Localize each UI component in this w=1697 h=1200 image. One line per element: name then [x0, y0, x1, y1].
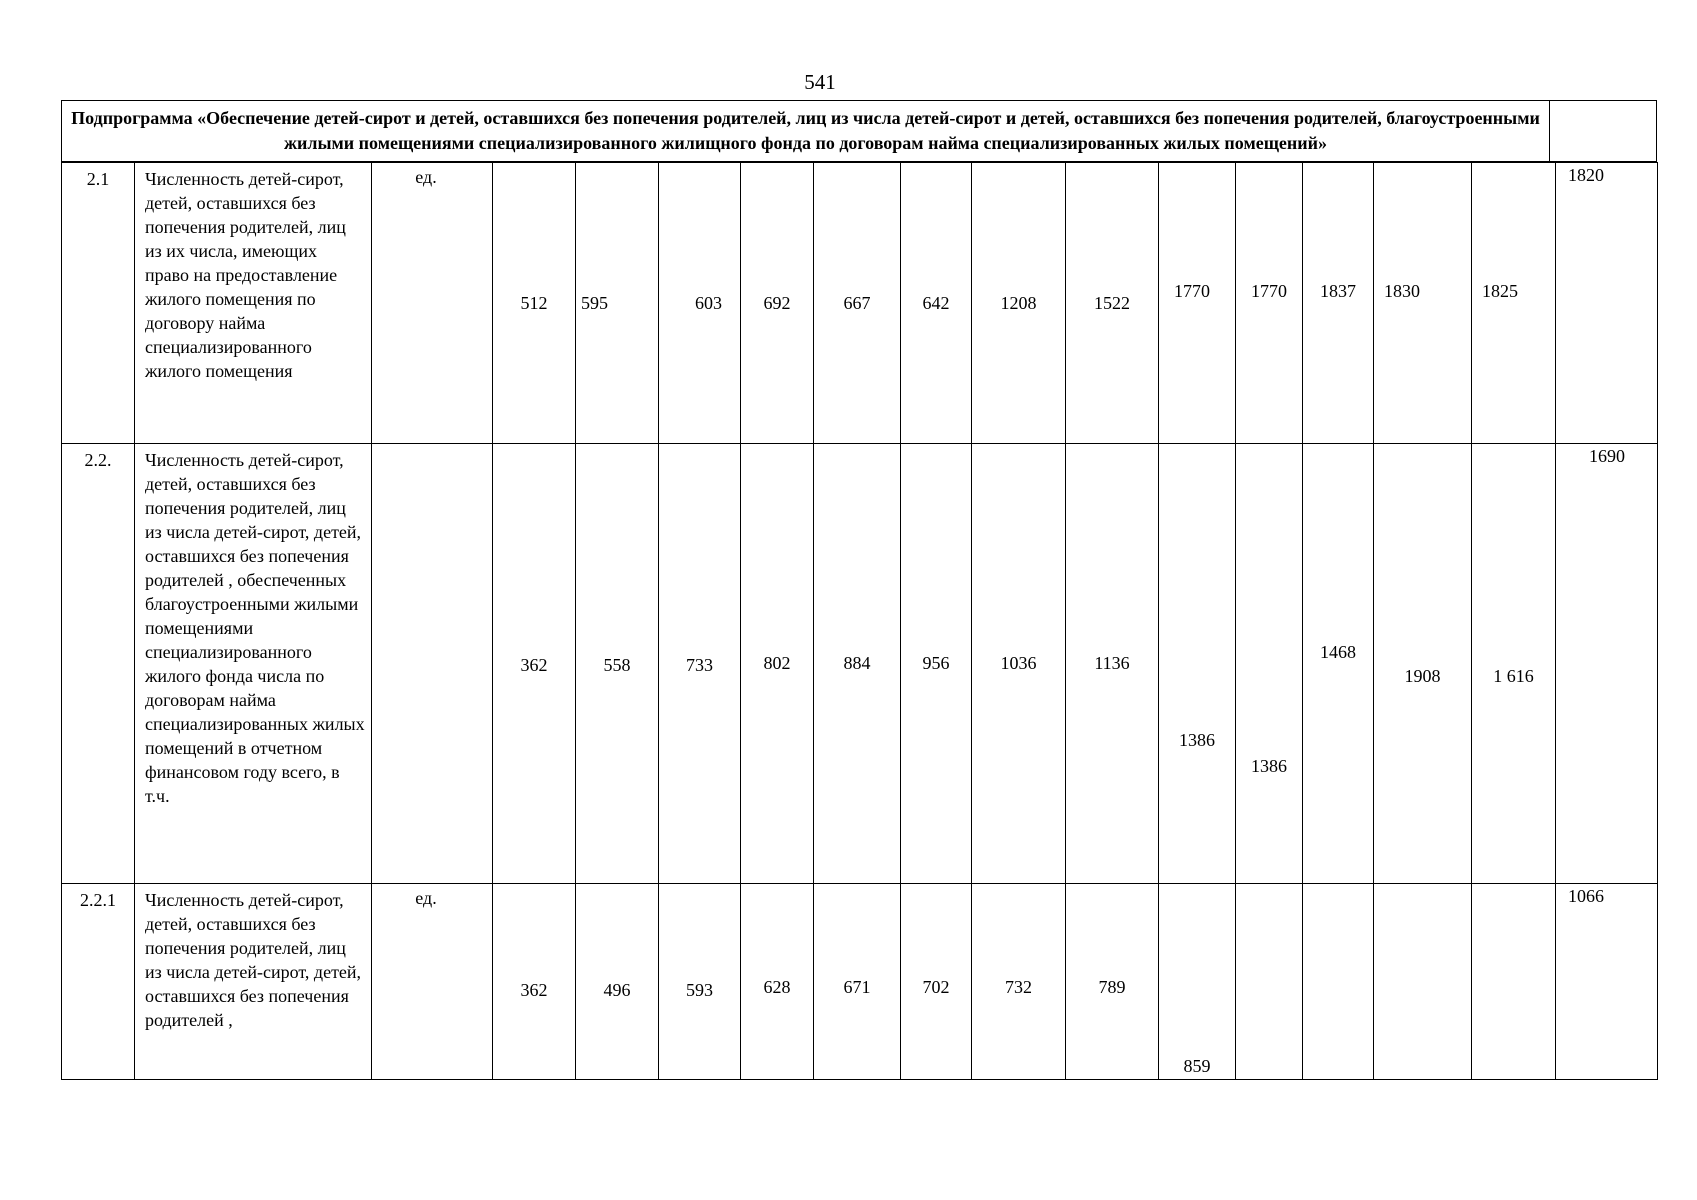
unit-label: ед.	[415, 888, 437, 908]
indicator-name: Численность детей-сирот, детей, оставшихся без попечения родителей, лиц из числа детей-сирот, детей, оставшихся без попечения родителей ,	[135, 884, 372, 1080]
value: 1522	[1094, 293, 1130, 313]
value-cell	[1236, 444, 1303, 884]
value: 1830	[1384, 281, 1420, 301]
value-cell	[1374, 884, 1472, 1080]
value: 692	[763, 293, 791, 313]
unit-cell	[372, 444, 493, 884]
value: 512	[520, 293, 548, 313]
value-cell	[901, 163, 972, 444]
page-number: 541	[804, 70, 836, 94]
value: 956	[922, 653, 950, 673]
row-number: 2.2.1	[62, 884, 135, 1080]
value-cell	[493, 163, 576, 444]
value: 1208	[1000, 293, 1037, 313]
value-cell	[1556, 163, 1658, 444]
value-cell	[1236, 884, 1303, 1080]
value: 702	[922, 977, 950, 997]
value-cell	[659, 884, 741, 1080]
value: 362	[520, 655, 548, 675]
value-cell	[901, 444, 972, 884]
value: 362	[520, 980, 548, 1000]
value-cell	[1236, 163, 1303, 444]
subprogram-header	[61, 100, 1657, 162]
value: 789	[1098, 977, 1126, 997]
unit-cell	[372, 163, 493, 444]
value-cell	[576, 884, 659, 1080]
value-cell	[1472, 163, 1556, 444]
value: 595	[581, 293, 608, 313]
value: 1770	[1251, 281, 1287, 301]
value-cell	[814, 444, 901, 884]
table-row	[62, 884, 1658, 1080]
value: 667	[843, 293, 871, 313]
unit-label: ед.	[415, 167, 437, 187]
value-cell	[1556, 884, 1658, 1080]
value: 1036	[1000, 653, 1037, 673]
value: 859	[1183, 1056, 1211, 1076]
table-row	[62, 444, 1658, 884]
value-cell	[741, 884, 814, 1080]
value-cell	[1472, 884, 1556, 1080]
value-cell	[901, 884, 972, 1080]
row-number: 2.2.	[62, 444, 135, 884]
value: 1837	[1320, 281, 1356, 301]
value: 642	[922, 293, 950, 313]
value: 496	[603, 980, 631, 1000]
value: 593	[686, 980, 713, 1000]
value-cell	[972, 884, 1066, 1080]
value-cell	[493, 444, 576, 884]
value-cell	[1303, 163, 1374, 444]
value-cell	[1066, 444, 1159, 884]
value-cell	[741, 444, 814, 884]
value: 603	[695, 293, 722, 313]
value-cell	[1556, 444, 1658, 884]
value-cell	[1374, 444, 1472, 884]
value-cell	[493, 884, 576, 1080]
value: 628	[763, 977, 791, 997]
value-cell	[1303, 884, 1374, 1080]
value-cell	[576, 163, 659, 444]
value-cell	[659, 163, 741, 444]
value: 1386	[1179, 730, 1215, 750]
value-cell	[1159, 444, 1236, 884]
indicators-table	[61, 162, 1658, 1080]
value-cell	[1374, 163, 1472, 444]
value: 558	[603, 655, 631, 675]
value: 1770	[1174, 281, 1210, 301]
value: 1690	[1589, 446, 1625, 466]
value: 1468	[1320, 642, 1356, 662]
value-cell	[972, 163, 1066, 444]
indicator-name: Численность детей-сирот, детей, оставшихся без попечения родителей, лиц из числа детей-сирот, детей, оставшихся без попечения родителей , обеспеченных благоустроенными жилыми помещениями специализированного жилого фонда числа по договорам найма специализированных жилых помещений в отчетном финансовом году всего, в т.ч.	[135, 444, 372, 884]
value-cell	[741, 163, 814, 444]
value: 1908	[1404, 666, 1441, 686]
table-row	[62, 163, 1658, 444]
value-cell	[972, 444, 1066, 884]
value: 884	[843, 653, 871, 673]
value-cell	[1159, 163, 1236, 444]
value: 1825	[1482, 281, 1518, 301]
value-cell	[1472, 444, 1556, 884]
value-cell	[1159, 884, 1236, 1080]
value: 1136	[1094, 653, 1130, 673]
value: 802	[763, 653, 791, 673]
value: 1 616	[1493, 666, 1534, 686]
row-number: 2.1	[62, 163, 135, 444]
value-cell	[814, 163, 901, 444]
value-cell	[1066, 163, 1159, 444]
value-cell	[659, 444, 741, 884]
value-cell	[1303, 444, 1374, 884]
value: 732	[1005, 977, 1032, 997]
value-cell	[576, 444, 659, 884]
value: 1386	[1251, 756, 1287, 776]
value-cell	[814, 884, 901, 1080]
value-cell	[1066, 884, 1159, 1080]
value: 671	[843, 977, 871, 997]
subprogram-title: Подпрограмма «Обеспечение детей-сирот и детей, оставшихся без попечения родителей, лиц из числа детей-сирот и детей, оставшихся без попечения родителей, благоустроенными жилыми помещениями специализированного жилищного фонда по договорам найма специализированных жилых помещений»	[62, 101, 1550, 161]
value: 733	[686, 655, 713, 675]
unit-cell	[372, 884, 493, 1080]
value: 1820	[1568, 165, 1604, 185]
value: 1066	[1568, 886, 1604, 906]
indicator-name: Численность детей-сирот, детей, оставшихся без попечения родителей, лиц из их числа, имеющих право на предоставление жилого помещения по договору найма специализированного жилого помещения	[135, 163, 372, 444]
